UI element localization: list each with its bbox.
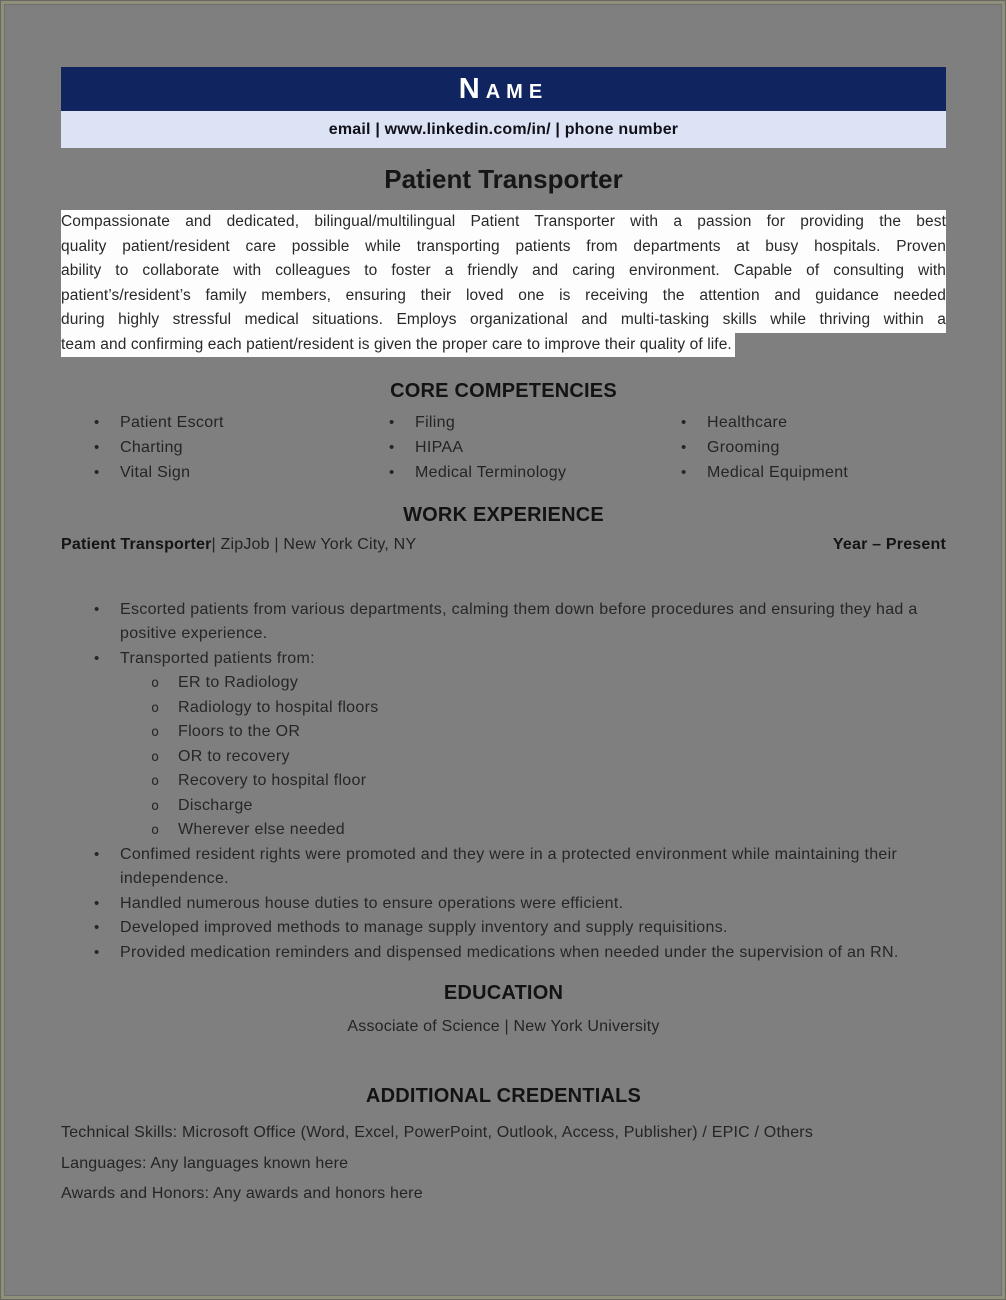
bullet-icon: • [94, 649, 100, 667]
bullet-icon: • [94, 463, 100, 481]
competency-column [61, 410, 389, 485]
summary-line: Compassionate and dedicated, bilingual/multilingual Patient Transporter with a passion for providing the best [61, 210, 946, 235]
job-title: Patient Transporter [61, 535, 212, 553]
competency-item: • Charting [94, 435, 389, 460]
competency-item: • Medical Terminology [389, 460, 681, 485]
sub-bullet-item: o Discharge [61, 794, 946, 819]
summary-line: quality patient/resident care possible while transporting patients from departments at busy hospitals. Proven [61, 235, 946, 260]
bullet-icon: • [94, 600, 100, 618]
circle-bullet-icon: o [151, 724, 160, 741]
bullet-icon: • [94, 438, 100, 456]
sub-bullet-item: o Wherever else needed [61, 818, 946, 843]
bullet-item: • Provided medication reminders and dispensed medications when needed under the supervision of an RN. [61, 941, 946, 966]
bullet-icon: • [389, 438, 395, 456]
credential-line-languages: Languages: Any languages known here [61, 1154, 349, 1172]
bullet-icon: • [681, 413, 687, 431]
competency-column [389, 410, 681, 485]
job-header-row [61, 535, 946, 555]
job-dates: Year – Present [832, 535, 946, 553]
competency-item: • Grooming [681, 435, 946, 460]
job-title-company [61, 535, 416, 555]
competency-item: • Patient Escort [94, 410, 389, 435]
competency-item: • Vital Sign [94, 460, 389, 485]
candidate-name: Name [458, 73, 549, 105]
competency-column [681, 410, 946, 485]
sub-bullet-item: o OR to recovery [61, 745, 946, 770]
credentials-list [61, 1118, 946, 1210]
bullet-item: • Transported patients from: [61, 647, 946, 672]
section-heading-work-experience: WORK EXPERIENCE [403, 503, 604, 526]
competency-grid [61, 410, 946, 485]
bullet-item: • Escorted patients from various departments, calming them down before procedures and ensuring they had a positive experience. [61, 598, 946, 647]
bullet-item: • Developed improved methods to manage supply inventory and supply requisitions. [61, 916, 946, 941]
bullet-icon: • [389, 463, 395, 481]
summary-line: patient’s/resident’s family members, ensuring their loved one is receiving the attention and guidance needed [61, 284, 946, 309]
job-company-location: | ZipJob | New York City, NY [211, 535, 417, 553]
bullet-icon: • [94, 943, 100, 961]
section-heading-additional-credentials: ADDITIONAL CREDENTIALS [365, 1085, 642, 1108]
sub-bullet-item: o ER to Radiology [61, 671, 946, 696]
education-entry: Associate of Science | New York University [347, 1018, 660, 1036]
circle-bullet-icon: o [151, 748, 160, 765]
circle-bullet-icon: o [151, 699, 160, 716]
summary-paragraph [61, 210, 946, 358]
sub-bullet-item: o Recovery to hospital floor [61, 769, 946, 794]
credential-line-awards: Awards and Honors: Any awards and honors here [61, 1185, 423, 1203]
competency-item: • Healthcare [681, 410, 946, 435]
bullet-item: • Confimed resident rights were promoted and they were in a protected environment while maintaining their independence. [61, 843, 946, 892]
experience-bullet-list [61, 598, 946, 966]
bullet-icon: • [94, 413, 100, 431]
competency-item: • Medical Equipment [681, 460, 946, 485]
section-heading-education: EDUCATION [443, 982, 564, 1005]
bullet-icon: • [94, 845, 100, 863]
bullet-icon: • [681, 438, 687, 456]
professional-title: Patient Transporter [384, 164, 623, 194]
name-banner [61, 67, 946, 111]
sub-bullet-item: o Floors to the OR [61, 720, 946, 745]
competency-item: • HIPAA [389, 435, 681, 460]
contact-info: email | www.linkedin.com/in/ | phone number [328, 120, 679, 138]
bullet-icon: • [94, 894, 100, 912]
sub-bullet-item: o Radiology to hospital floors [61, 696, 946, 721]
circle-bullet-icon: o [151, 675, 160, 692]
section-heading-core-competencies: CORE COMPETENCIES [390, 379, 617, 402]
bullet-icon: • [681, 463, 687, 481]
summary-line: team and confirming each patient/resident is given the proper care to improve their quality of life. [61, 333, 946, 358]
summary-line: during highly stressful medical situations. Employs organizational and multi-tasking skills while thriving within a [61, 308, 946, 333]
competency-item: • Filing [389, 410, 681, 435]
summary-line: ability to collaborate with colleagues to foster a friendly and caring environment. Capable of consulting with [61, 259, 946, 284]
circle-bullet-icon: o [151, 773, 160, 790]
credential-line-technical-skills: Technical Skills: Microsoft Office (Word, Excel, PowerPoint, Outlook, Access, Publisher) / EPIC / Others [61, 1124, 814, 1142]
bullet-icon: • [389, 413, 395, 431]
circle-bullet-icon: o [151, 822, 160, 839]
contact-banner [61, 111, 946, 148]
bullet-item: • Handled numerous house duties to ensure operations were efficient. [61, 892, 946, 917]
circle-bullet-icon: o [151, 797, 160, 814]
bullet-icon: • [94, 919, 100, 937]
